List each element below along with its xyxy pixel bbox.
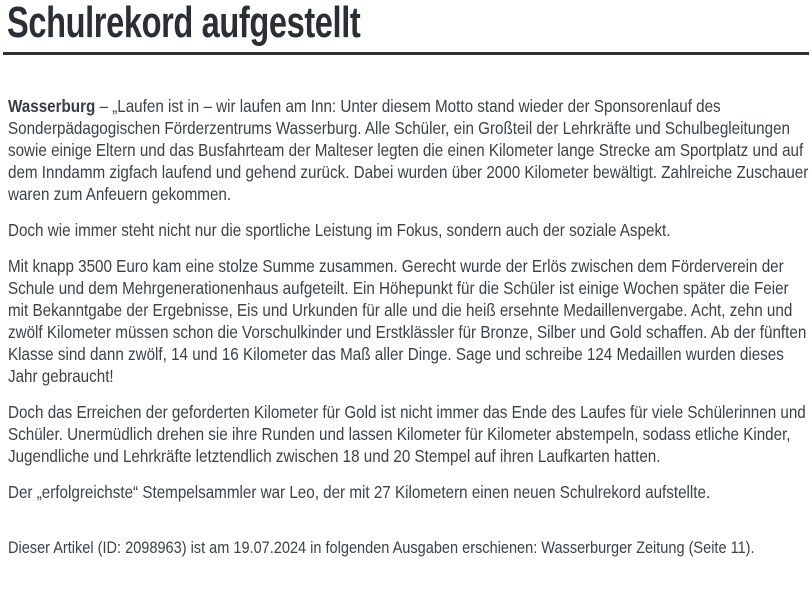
paragraph: Der „erfolgreichste“ Stempelsammler war Leo, der mit 27 Kilometern einen neuen Schulrekord aufstellte.	[8, 482, 711, 502]
paragraph-intro	[8, 95, 812, 205]
paragraph: Mit knapp 3500 Euro kam eine stolze Summe zusammen. Gerecht wurde der Erlös zwischen dem Förderverein der Schule und dem Mehrgenerationenhaus aufgeteilt. Ein Höhepunkt für die Schüler ist einige Wochen später die Feier mit Bekanntgabe der Ergebnisse, Eis und Urkunden für alle und die heiß ersehnte Medaillenvergabe. Acht, zehn und zwölf Kilometer müssen schon die Vorschulkinder und Erstklässler für Bronze, Silber und Gold schaffen. Ab der fünften Klasse sind dann zwölf, 14 und 16 Kilometer das Maß aller Dinge. Sage und schreibe 124 Medaillen wurden dieses Jahr gebraucht!	[8, 256, 807, 386]
article-title: Schulrekord aufgestellt	[7, 0, 361, 47]
paragraph: Doch das Erreichen der geforderten Kilometer für Gold ist nicht immer das Ende des Laufes für viele Schülerinnen und Schüler. Unermüdlich drehen sie ihre Runden und lassen Kilometer für Kilometer abstempeln, sodass etliche Kinder, Jugendliche und Lehrkräfte letztendlich zwischen 18 und 20 Stempel auf ihren Laufkarten hatten.	[8, 402, 806, 466]
paragraph-text: – „Laufen ist in – wir laufen am Inn: Unter diesem Motto stand wieder der Sponsorenlauf des Sonderpädagogischen Förderzentrums Wasserburg. Alle Schüler, ein Großteil der Lehrkräfte und Schulbegleitungen sowie einige Eltern und das Busfahrteam der Malteser legten die einen Kilometer lange Strecke am Sportplatz und auf dem Inndamm zigfach laufend und gehend zurück. Dabei wurden über 2000 Kilometer bewältigt. Zahlreiche Zuschauer waren zum Anfeuern gekommen.	[8, 96, 809, 204]
article-body	[8, 95, 812, 559]
paragraph: Doch wie immer steht nicht nur die sportliche Leistung im Fokus, sondern auch der soziale Aspekt.	[8, 220, 671, 240]
dateline: Wasserburg	[8, 96, 96, 116]
title-divider	[3, 52, 809, 55]
publication-note: Dieser Artikel (ID: 2098963) ist am 19.07.2024 in folgenden Ausgaben erschienen: Wasserburger Zeitung (Seite 11).	[8, 538, 755, 557]
